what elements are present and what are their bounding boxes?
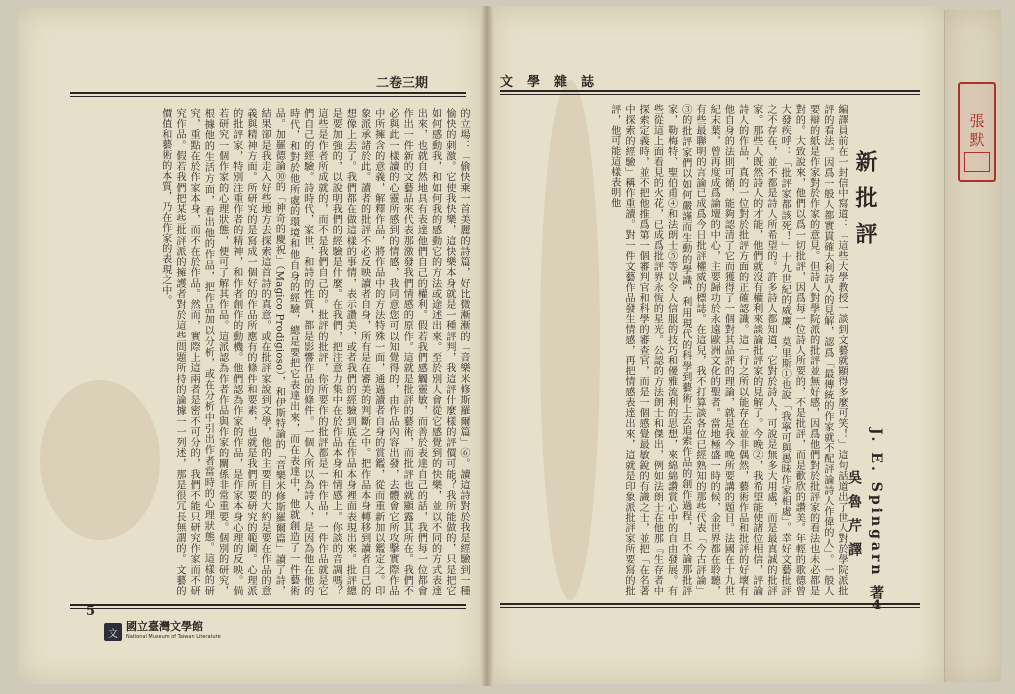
header-rule xyxy=(70,92,466,97)
translator-line: 吳魯芹譯 xyxy=(846,470,862,566)
right-body-text: 編譯員前在一封信中寫道：「這些大學教授一談到文藝就顯得多麼可笑！」這句話道出了世人對於學院派批評的看法。因爲一般人都實貫確大利詩人的見解，認爲「最傳統的作家就不配評論詩人作偉的人」。一般人要辯的紙是作家對於作家的意見。但詩人對學院派的批評並無好感，因爲他們對於批評家的看法也未必都是對的。大致說來，他們以爲一切批評，因爲每一位詩人所要的，不是批評，而是歡欣的讚美。年輕的歌德曾大發疾呼：「批評家都該死！」十九世紀的威廉．莫里斯①也說「我寧可與愚昧作家相處」。幸好文藝批評之不存在，並不都是詩人所希望的。許多詩人都知道，它對於詩人，可說是無多大用處，而是最真誠的批評家。那些人既然詩人的才能，他們就沒有權利來談論批評家的見解了。今晚②，我希望能使諸位相信，評論詩人的作品，真的一位對於批評方面的正確認識。這一行之所以能存在並非偶然，藝術作品和批評的好壞有他自身的法則可循，能夠認清了它而獲得了一個對其品評的理論，就是我今晚所要講的題目。法國在十九世紀末葉，曾再度成爲論壇的中心，主要歸功於永遠歐洲文化的聖者。當地極盛一時的候，金世界都在聆聽，有些最聯明的言論已成爲今日批評權威的標誌。在這兒，我不打算談各位已經熟知的那些代表「今古評論」③的批評家們以如何嚴謹而生動的學識，利用現代的科學到藝術上去追索作品的創作過程，且不論那批評家，勒梅特、聖伯甫④和法朗士⑤等以令人信服的技巧和優雅流利的思想，來綿綿讚賞心中的自由發展。有些從這上面看見的火花，已成爲批評界永恆的星光。公認的方法朗士和傑出，例如法朗士在他那『生存者中探索定義時，並不把他推爲第一個審判官和科學的審查官，而是一個感覺最敏銳的有識之士，並把「在名著中探索的經驗」稱作重讀。對一件文藝作品發生情感，再把情感表達出來，這就是印象派批評家所要寫的批評，他可能這樣表明他 xyxy=(608,104,847,596)
left-body-text: 的立場：「偷快乘一首美麗的詩篇，好比微漸漸的「音樂米修斯羅爾篇」⑥。讀這詩對於我是經驗到一種愉快的刺激。它使我快樂，這快樂本身就是一種評判，我這評什麼樣的評價可能？我所能做的，只是把它如何感動我，和如何我的感動它的方法或途述出來。至於別人會從它感覺到的快樂，並以不同的方式表達出來，也就自然地具有表達他們自己的權利。假若我們感觸靈敏，而善於表達自己的話，我們每一位都會作出一件新的文藝品來代表那激發我們情感的原作。這就是批評的藝術，而批評也就顯露其所在。我們不必與此一樣讀的心靈所感到的情感，我同意您可以知覺得的，由作品內容出發，去體會它所攻擊實際作品中所擁含的意義，解釋作品，將作品中的方法特殊一面，通過讀者自身的賞鑑，從而重新加以鑑定之。印象派承諸於此。讀者的批評不必反映讀者自身，所有是在審美的判斷之中。把作品本身轉移到讀者自己的想像上去了。我們都在做這樣的事情，表示讚美，或者我們的經驗到底在作品本身裡面表現出來。批評總是要加強的，以說明我們的經驗是什麼。在我們，把注意力集中在於作品本身和情感上。你談的音調嗎？這些是作者所成就的，而不是我們自己的。批評的批評，你所要作的批評都是一件作品，一件作品就是它們自己的經驗。詩時代，家世，和詩的性質，都是影響作品的條件。一個人所以為詩人，是因為他在他的時代，和對於他所處的環境和他自身的經驗，總是要把它表達出來，而在表達中，他就創造了一件藝術品。加羅德論⑩的「神奇的慶祝」（Magico Prodigioso），和伊斯特論的「音樂米修斯羅爾篇」讀了詩，結果卻是我走入好些地方去探索這首詩的真意。或在批評家說到文學，他的主要目的大約是要在作品的意義與精神方面。所研究的是寫成一個好的作品所應有的條件和要素，也就是我們所要研究的範圍。心理派的批評家，特別注重作者的精神，和作者創作的動機。他們認為作家的作品，是作家本身心理的反映。倘若研究一個作家的心理狀態，便可了解其作品。這派認為作者作品與作家的關係非常重要。個別的研究，根據他的生活方面，看出他的作品，把作品加以分析，或在分析中引出作者當時的心理狀態。這樣的研究，重點在於作家本身，而不在於作品。然而，實際上這兩者是密不可分的，我們不能只研究作家而不研究作品。假若我們把某些批評派的擁護者對於這些問題所持的論據一一列述，那是很冗長無謂的。文藝的價值和藝術的本質，乃在作家的表現之中。 xyxy=(159,108,469,596)
museum-watermark xyxy=(104,618,234,646)
issue-header: 二卷三期 xyxy=(376,76,429,91)
page-number-left: 5 xyxy=(86,604,96,619)
owner-seal-stamp xyxy=(958,82,996,182)
stamp-inner-seal xyxy=(964,152,990,172)
author-line: J. E. Spingarn 著 xyxy=(868,428,884,603)
stamp-text: 張默 xyxy=(967,113,986,151)
book-gutter xyxy=(480,6,494,686)
footer-rule xyxy=(70,604,466,609)
article-title: 新批評 xyxy=(852,150,878,258)
museum-name: 國立臺灣文學館 xyxy=(126,620,203,633)
footer-rule xyxy=(500,603,920,608)
page-number-right: 4 xyxy=(872,598,882,613)
museum-subtitle: National Museum of Taiwan Literature xyxy=(126,634,221,640)
museum-logo-icon: 文 xyxy=(104,623,122,641)
header-rule xyxy=(500,90,920,95)
magazine-header: 文學雜誌 xyxy=(500,75,609,90)
